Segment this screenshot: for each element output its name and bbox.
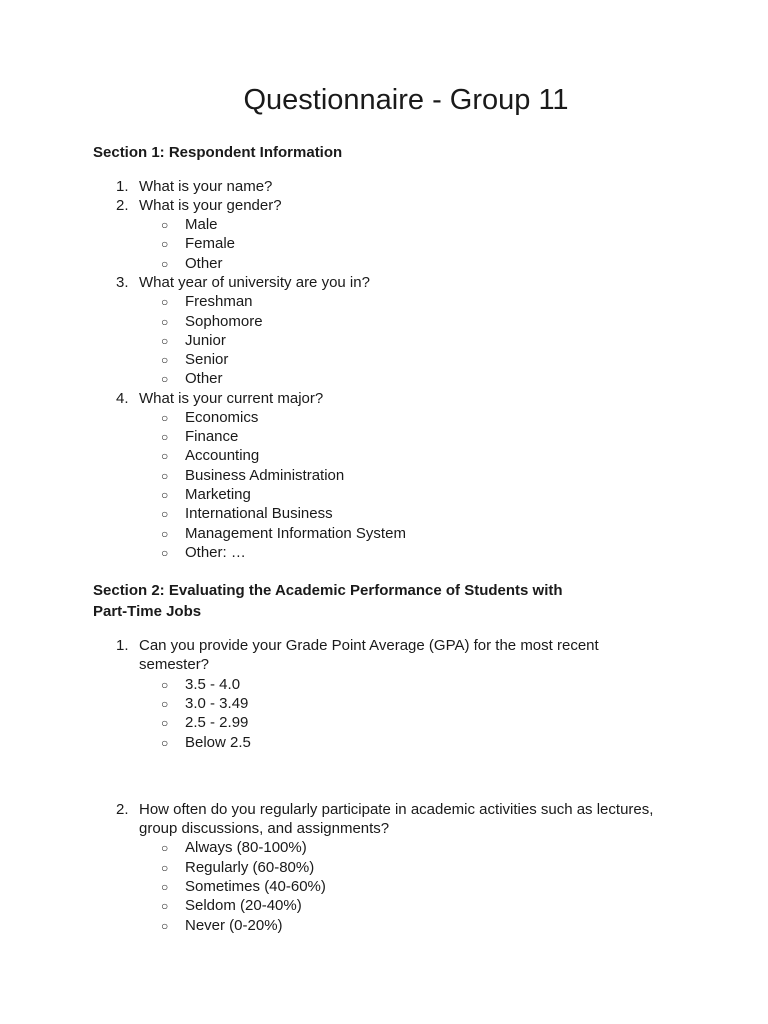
option-text: Other	[185, 255, 223, 272]
hollow-circle-bullet-icon: ○	[161, 919, 169, 933]
hollow-circle-bullet-icon: ○	[161, 678, 169, 692]
question-number: 2.	[116, 801, 129, 818]
question-text-line-2: group discussions, and assignments?	[139, 820, 390, 837]
page-title: Questionnaire - Group 11	[243, 84, 569, 116]
option-text: 3.0 - 3.49	[185, 695, 249, 712]
hollow-circle-bullet-icon: ○	[161, 218, 169, 232]
hollow-circle-bullet-icon: ○	[161, 841, 169, 855]
option-text: Accounting	[185, 447, 260, 464]
hollow-circle-bullet-icon: ○	[161, 546, 169, 560]
option-text: Below 2.5	[185, 734, 251, 751]
option-text: Senior	[185, 351, 229, 368]
hollow-circle-bullet-icon: ○	[161, 880, 169, 894]
option-text: Seldom (20-40%)	[185, 897, 302, 914]
hollow-circle-bullet-icon: ○	[161, 861, 169, 875]
hollow-circle-bullet-icon: ○	[161, 334, 169, 348]
option-text: 2.5 - 2.99	[185, 714, 249, 731]
option-text: Sometimes (40-60%)	[185, 878, 326, 895]
option-text: Marketing	[185, 486, 251, 503]
question-text: What is your gender?	[139, 197, 282, 214]
option-text: Always (80-100%)	[185, 839, 307, 856]
hollow-circle-bullet-icon: ○	[161, 353, 169, 367]
section-2-heading	[93, 580, 653, 622]
question-number: 4.	[116, 390, 129, 407]
hollow-circle-bullet-icon: ○	[161, 527, 169, 541]
question-number: 2.	[116, 197, 129, 214]
question-number: 1.	[116, 178, 129, 195]
section-1-heading: Section 1: Respondent Information	[93, 144, 343, 161]
hollow-circle-bullet-icon: ○	[161, 237, 169, 251]
option-text: Management Information System	[185, 525, 406, 542]
option-text: 3.5 - 4.0	[185, 676, 241, 693]
section-2-heading-line-2: Part-Time Jobs	[93, 603, 202, 620]
option-text: Never (0-20%)	[185, 917, 283, 934]
hollow-circle-bullet-icon: ○	[161, 430, 169, 444]
hollow-circle-bullet-icon: ○	[161, 449, 169, 463]
question-number: 1.	[116, 637, 129, 654]
option-text: International Business	[185, 505, 333, 522]
hollow-circle-bullet-icon: ○	[161, 899, 169, 913]
hollow-circle-bullet-icon: ○	[161, 372, 169, 386]
option-text: Junior	[185, 332, 226, 349]
hollow-circle-bullet-icon: ○	[161, 716, 169, 730]
question-text: What year of university are you in?	[139, 274, 370, 291]
question-text-line-1: Can you provide your Grade Point Average (GPA) for the most recent	[139, 637, 599, 654]
option-text: Other: …	[185, 544, 246, 561]
question-text: What is your current major?	[139, 390, 324, 407]
hollow-circle-bullet-icon: ○	[161, 697, 169, 711]
hollow-circle-bullet-icon: ○	[161, 507, 169, 521]
option-text: Male	[185, 216, 218, 233]
option-text: Regularly (60-80%)	[185, 859, 315, 876]
hollow-circle-bullet-icon: ○	[161, 488, 169, 502]
option-text: Economics	[185, 409, 259, 426]
option-text: Female	[185, 235, 236, 252]
question-text-line-2: semester?	[139, 656, 210, 673]
hollow-circle-bullet-icon: ○	[161, 469, 169, 483]
question-number: 3.	[116, 274, 129, 291]
hollow-circle-bullet-icon: ○	[161, 295, 169, 309]
option-text: Other	[185, 370, 223, 387]
section-2-heading-line-1: Section 2: Evaluating the Academic Performance of Students with	[93, 582, 563, 599]
option-text: Business Administration	[185, 467, 345, 484]
hollow-circle-bullet-icon: ○	[161, 315, 169, 329]
option-text: Freshman	[185, 293, 253, 310]
hollow-circle-bullet-icon: ○	[161, 411, 169, 425]
option-text: Finance	[185, 428, 239, 445]
option-text: Sophomore	[185, 313, 263, 330]
question-text: What is your name?	[139, 178, 273, 195]
hollow-circle-bullet-icon: ○	[161, 736, 169, 750]
hollow-circle-bullet-icon: ○	[161, 257, 169, 271]
question-text-line-1: How often do you regularly participate in academic activities such as lectures,	[139, 801, 654, 818]
